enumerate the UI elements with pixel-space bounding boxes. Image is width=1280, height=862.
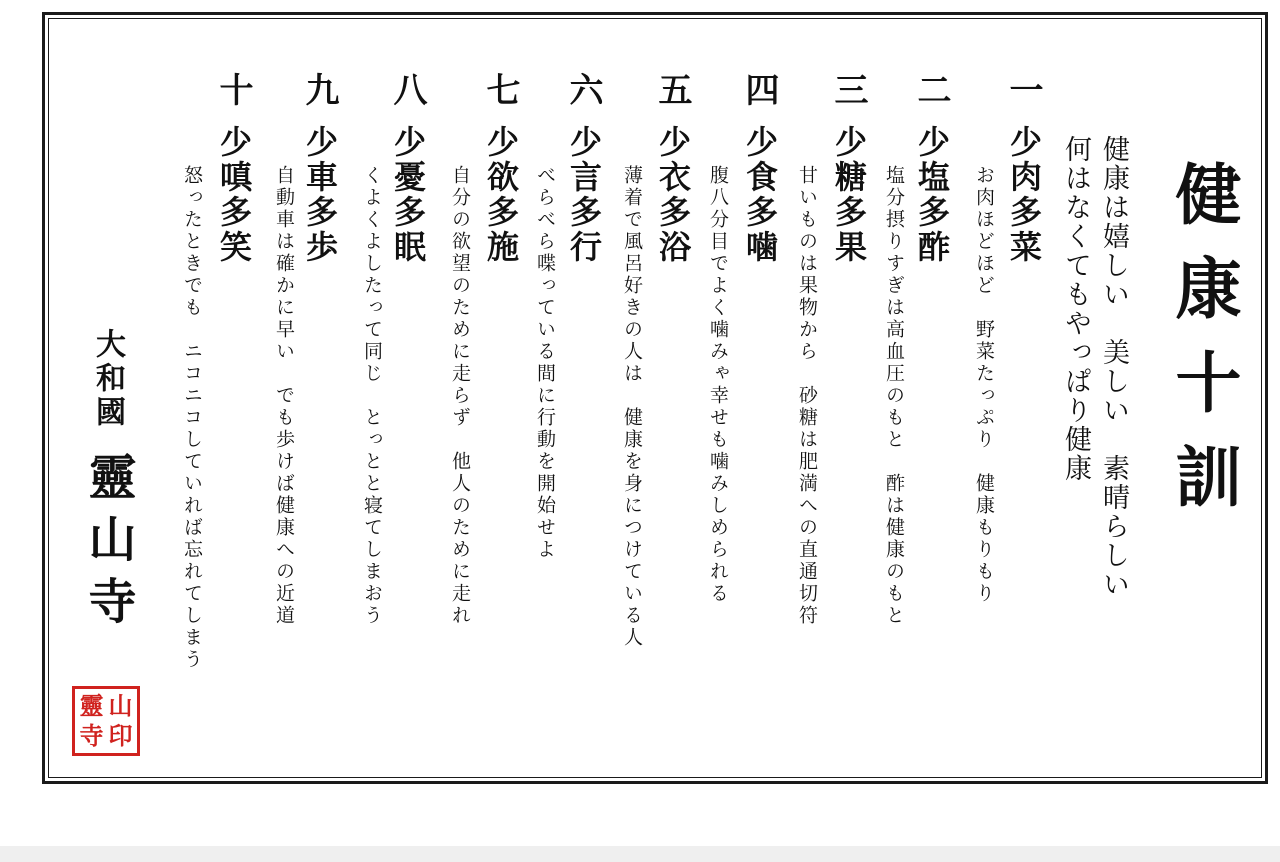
precept-description: 甘いものは果物から 砂糖は肥満への直通切符: [796, 165, 818, 627]
page-title: 健康十訓: [1164, 160, 1242, 536]
intro-line-2: 何はなくてもやっぱり健康: [1060, 135, 1091, 483]
precept-heading: 少糖多果: [830, 125, 868, 265]
precept-number: 十: [213, 72, 253, 106]
seal-char: 靈: [79, 691, 104, 720]
intro-line-1: 健康は嬉しい 美しい 素晴らしい: [1098, 135, 1129, 599]
precept-heading: 少塩多酢: [913, 125, 951, 265]
precept-heading: 少言多行: [565, 125, 603, 265]
temple-name: 靈山寺: [80, 452, 136, 638]
precept-heading: 少車多歩: [301, 125, 339, 265]
precept-description: くよくよしたって同じ とっとと寝てしまおう: [361, 165, 383, 627]
precept-number: 一: [1003, 72, 1043, 106]
precept-description: 薄着で風呂好きの人は 健康を身につけている人: [621, 165, 643, 649]
precept-description: 塩分摂りすぎは高血圧のもと 酢は健康のもと: [883, 165, 905, 627]
precept-heading: 少憂多眠: [389, 125, 427, 265]
precept-description: お肉ほどほど 野菜たっぷり 健康もりもり: [973, 165, 995, 605]
temple-seal-stamp: [72, 686, 140, 756]
precept-heading: 少嗔多笑: [215, 125, 253, 265]
precept-description: 自分の欲望のために走らず 他人のために走れ: [449, 165, 471, 627]
seal-char: 山: [108, 691, 133, 720]
precept-number: 七: [480, 72, 520, 106]
precept-heading: 少欲多施: [482, 125, 520, 265]
precept-number: 四: [739, 72, 779, 106]
temple-location: 大和國: [90, 328, 125, 430]
precept-number: 三: [828, 72, 868, 106]
precept-number: 九: [299, 72, 339, 106]
scan-margin: [0, 846, 1280, 862]
precept-description: 自動車は確かに早い でも歩けば健康への近道: [273, 165, 295, 627]
precept-description: べらべら喋っている間に行動を開始せよ: [534, 165, 556, 561]
precept-number: 八: [387, 72, 427, 106]
precept-description: 怒ったときでも ニコニコしていれば忘れてしまう: [181, 165, 203, 671]
precept-number: 二: [911, 72, 951, 106]
seal-char: 寺: [79, 721, 104, 750]
precept-heading: 少肉多菜: [1005, 125, 1043, 265]
precept-description: 腹八分目でよく噛みゃ幸せも噛みしめられる: [707, 165, 729, 605]
precept-heading: 少食多噛: [741, 125, 779, 265]
precept-number: 五: [652, 72, 692, 106]
seal-char: 印: [108, 721, 133, 750]
precept-number: 六: [563, 72, 603, 106]
precept-heading: 少衣多浴: [654, 125, 692, 265]
